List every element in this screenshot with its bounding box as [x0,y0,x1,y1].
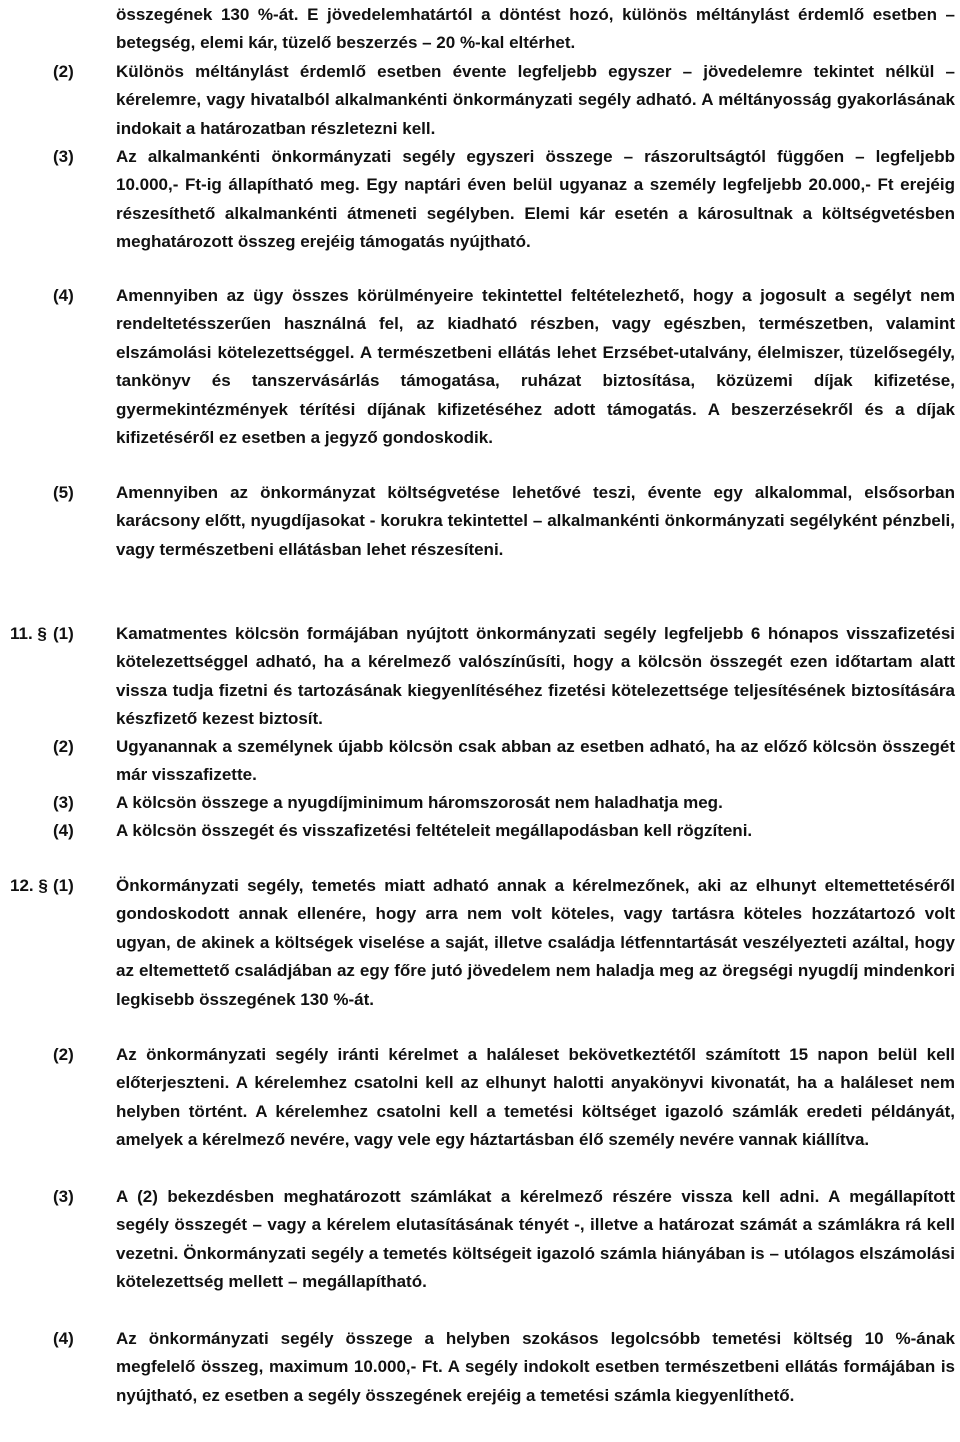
paragraph-text: Ugyanannak a személynek újabb kölcsön csak abban az esetben adható, ha az előző kölcsön összegét már visszafizette. [116,737,955,785]
paragraph-number: (2) [53,1045,74,1064]
paragraph-number: (5) [53,483,74,502]
paragraph-text: Kamatmentes kölcsön formájában nyújtott önkormányzati segély legfeljebb 6 hónapos visszafizetési kötelezettséggel adható, ha a kérelmező valószínűsíti, hogy a kölcsön összegét ezen időtartam alatt vissza tudja fizetni és tartozásának kiegyenlítéséhez fizetési kötelezettsége teljesítésének biztosítására készfizető kezest biztosít. [116,624,955,729]
paragraph-text: A kölcsön összegét és visszafizetési feltételeit megállapodásban kell rögzíteni. [116,821,753,840]
paragraph-number: (3) [53,1187,74,1206]
paragraph-text: Különös méltánylást érdemlő esetben évente legfeljebb egyszer – jövedelemre tekintet nélkül – kérelemre, vagy hivatalból alkalmankénti önkormányzati segély adható. A méltányosság gyakorlásának indokait a határozatban részletezni kell. [116,62,955,138]
paragraph-text: Önkormányzati segély, temetés miatt adható annak a kérelmezőnek, aki az elhunyt eltemettetéséről gondoskodott annak ellenére, hogy arra nem volt köteles, vagy tartásra köteles hozzátartozó volt ugyan, de akinek a költségek viselése a saját, illetve családja létfenntartását veszélyezteti azáltal, hogy az eltemettető családjában az egy főre jutó jövedelem nem haladja meg az öregségi nyugdíj mindenkori legkisebb összegének 130 %-át. [116,876,955,1009]
paragraph-text: A (2) bekezdésben meghatározott számlákat a kérelmező részére vissza kell adni. A megállapított segély összegét – vagy a kérelem elutasításának tényét -, illetve a határozat számát a számlákra rá kell vezetni. Önkormányzati segély a temetés költségeit igazoló számla hiányában is – utólagos elszámolási kötelezettség mellett – megállapítható. [116,1187,955,1292]
paragraph-text: összegének 130 %-át. E jövedelemhatártól a döntést hozó, különös méltánylást érdemlő esetben – betegség, elemi kár, tüzelő beszerzés – 20 %-kal eltérhet. [116,5,955,53]
paragraph-text: A kölcsön összege a nyugdíjminimum háromszorosát nem haladhatja meg. [116,793,723,812]
paragraph-number: (3) [53,793,74,812]
paragraph-number: (1) [53,624,74,643]
paragraph-number: (4) [53,286,74,305]
paragraph-text: Az önkormányzati segély iránti kérelmet a haláleset bekövetkeztétől számított 15 napon belül kell előterjeszteni. A kérelemhez csatolni kell az elhunyt halotti anyakönyvi kivonatát, ha a haláleset nem helyben történt. A kérelemhez csatolni kell a temetési költséget igazoló számlák eredeti példányát, amelyek a kérelmező nevére, vagy vele egy háztartásban élő személy nevére vannak kiállítva. [116,1045,955,1150]
paragraph-number: (3) [53,147,74,166]
paragraph-text: Az önkormányzati segély összege a helyben szokásos legolcsóbb temetési költség 10 %-ának megfelelő összeg, maximum 10.000,- Ft. A segély indokolt esetben természetbeni ellátás formájában is nyújtható, ez esetben a segély összegének erejéig a temetési számla kiegyenlíthető. [116,1329,955,1405]
paragraph-number: (2) [53,62,74,81]
section-number: 11. § [10,624,47,643]
paragraph-number: (4) [53,821,74,840]
paragraph-text: Amennyiben az önkormányzat költségvetése lehetővé teszi, évente egy alkalommal, elsősorban karácsony előtt, nyugdíjasokat - korukra tekintettel – alkalmankénti önkormányzati segélyként pénzbeli, vagy természetbeni ellátásban lehet részesíteni. [116,483,955,559]
paragraph-number: (4) [53,1329,74,1348]
section-number: 12. § [10,876,48,895]
paragraph-number: (1) [53,876,74,895]
paragraph-text: Amennyiben az ügy összes körülményeire tekintettel feltételezhető, hogy a jogosult a segélyt nem rendeltetésszerűen használná fel, az kiadható részben, vagy egészben, természetben, valamint elszámolási kötelezettséggel. A természetbeni ellátás lehet Erzsébet-utalvány, élelmiszer, tüzelősegély, tankönyv és tanszervásárlás támogatása, ruházat biztosítása, közüzemi díjak kifizetése, gyermekintézmények térítési díjának kifizetéséhez adott támogatás. A beszerzésekről és a díjak kifizetéséről ez esetben a jegyző gondoskodik. [116,286,955,448]
paragraph-text: Az alkalmankénti önkormányzati segély egyszeri összege – rászorultságtól függően – legfeljebb 10.000,- Ft-ig állapítható meg. Egy naptári éven belül ugyanaz a személy legfeljebb 20.000,- Ft erejéig részesíthető alkalmankénti átmeneti segélyben. Elemi kár esetén a károsultnak a költségvetésben meghatározott összeg erejéig támogatás nyújtható. [116,147,955,252]
paragraph-number: (2) [53,737,74,756]
